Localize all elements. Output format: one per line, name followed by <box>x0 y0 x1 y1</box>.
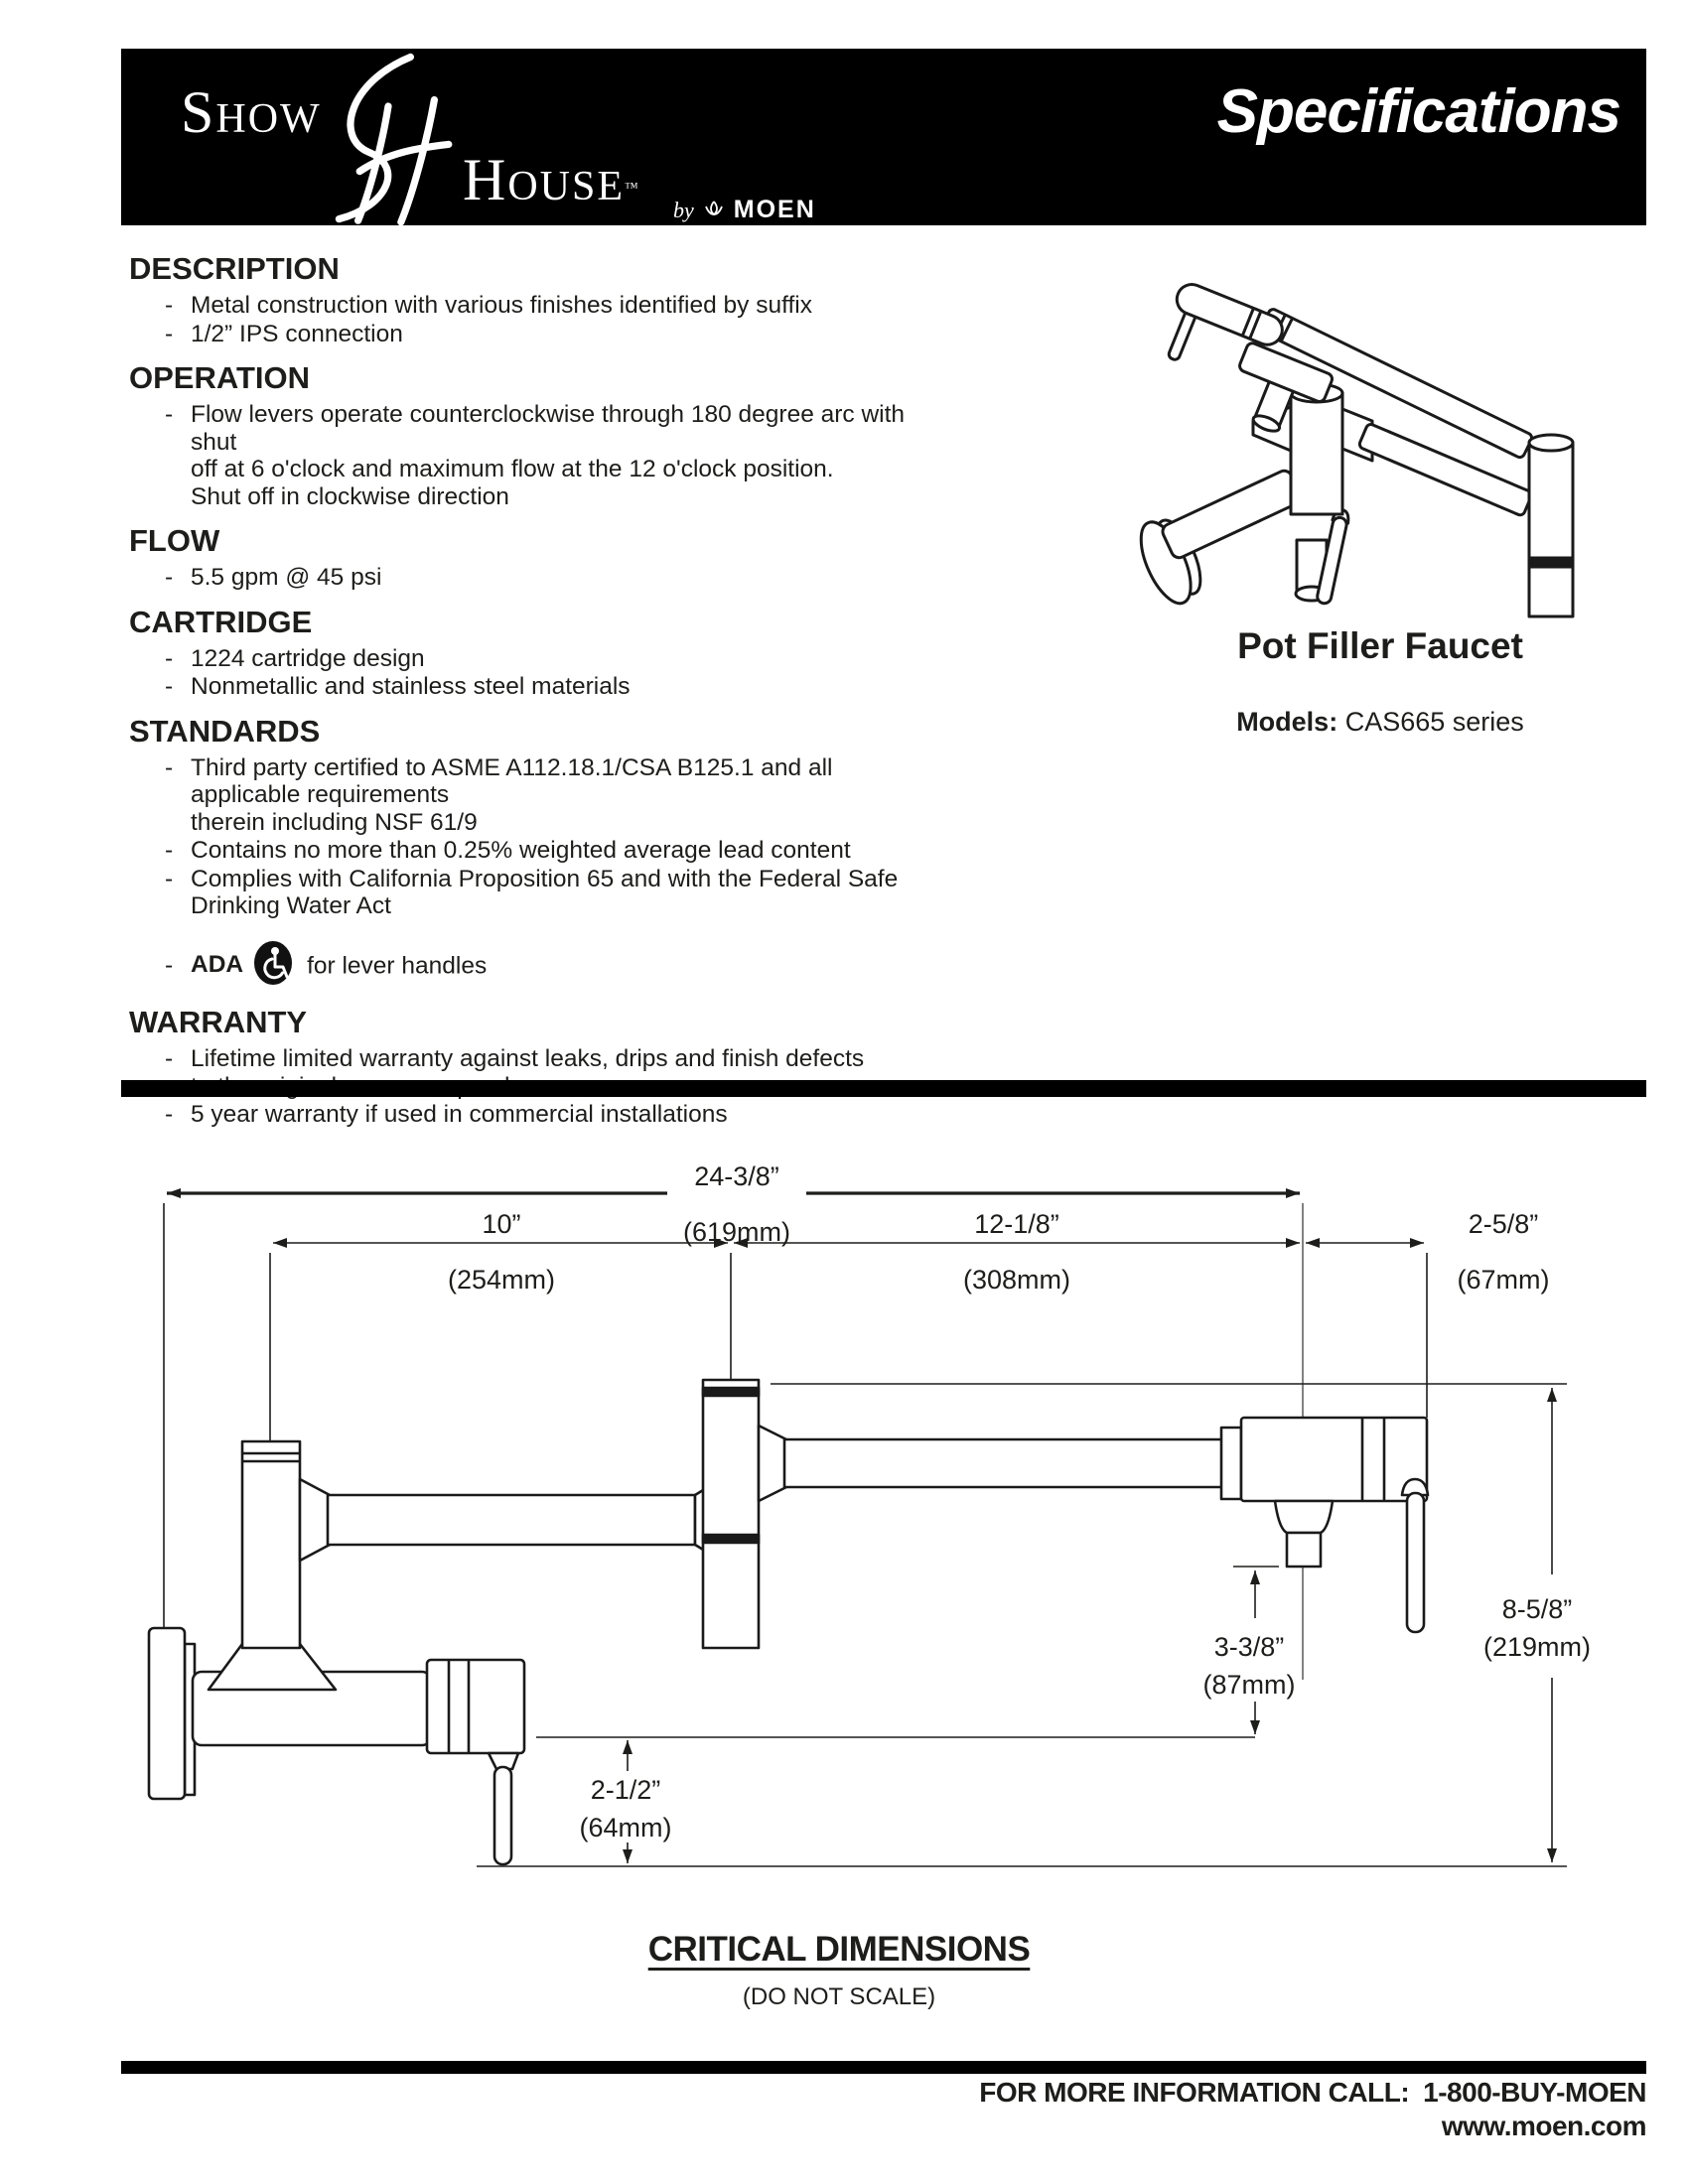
dim-label: 3-3/8” <box>1213 1632 1285 1662</box>
product-models <box>1102 707 1658 738</box>
bullet-dash: - <box>165 952 174 979</box>
bullet-text: Third party certified to ASME A112.18.1/CSA B125.1 and all applicable requirements therein including NSF 61/9 <box>191 753 833 836</box>
footer-website: www.moen.com <box>1441 2111 1646 2141</box>
critical-dimensions-block <box>417 1930 1261 2011</box>
bullet-dash: - <box>165 292 174 319</box>
bullet-dash: - <box>165 865 174 892</box>
showhouse-logo-house: House™ <box>463 147 638 212</box>
faucet-illustration <box>1122 246 1638 643</box>
dim-label: 8-5/8” <box>1501 1594 1573 1624</box>
spec-bullet <box>129 401 923 510</box>
spec-bullet <box>129 645 923 673</box>
dim-label: (67mm) <box>1457 1265 1550 1295</box>
dim-label: (308mm) <box>962 1265 1071 1295</box>
bullet-text: Contains no more than 0.25% weighted average lead content <box>191 837 851 864</box>
bullet-text <box>191 940 487 993</box>
models-value: CAS665 series <box>1344 707 1524 737</box>
page-title: Specifications <box>1216 77 1620 146</box>
bullet-text: Lifetime limited warranty against leaks, drips and finish defects <box>191 1045 865 1072</box>
footer-phone: 1-800-BUY-MOEN <box>1423 2077 1646 2108</box>
dim-label: (87mm) <box>1202 1670 1296 1700</box>
bullet-text: Flow levers operate counterclockwise through 180 degree arc with shut off at 6 o'clock and maximum flow at the 12 o'clock position. Shut off in clockwise direction <box>191 401 906 510</box>
bullet-text: 1/2” IPS connection <box>191 320 403 347</box>
product-name: Pot Filler Faucet <box>1237 625 1523 666</box>
bullet-dash: - <box>165 837 174 864</box>
dim-label: 24-3/8” <box>694 1161 779 1191</box>
bullet-dash: - <box>165 673 174 700</box>
spec-bullet <box>129 564 923 592</box>
header-band <box>121 49 1646 225</box>
section-divider-bar <box>121 1080 1646 1097</box>
ada-text: for lever handles <box>307 952 488 979</box>
bullet-dash: - <box>165 1101 174 1128</box>
showhouse-monogram-icon <box>278 51 467 225</box>
dim-label: 2-5/8” <box>1468 1209 1539 1239</box>
dim-label: 12-1/8” <box>974 1209 1059 1239</box>
section-heading: WARRANTY <box>129 1005 308 1039</box>
bullet-dash: - <box>165 1045 174 1072</box>
bullet-dash: - <box>165 564 174 591</box>
dimension-drawing <box>99 1132 1609 1886</box>
bullet-text: Nonmetallic and stainless steel materials <box>191 673 631 700</box>
spec-bullet <box>129 940 923 993</box>
critical-dimensions-title: CRITICAL DIMENSIONS <box>647 1930 1031 1969</box>
bullet-text: 5 year warranty if used in commercial installations <box>191 1101 728 1128</box>
dim-label: (64mm) <box>579 1813 672 1843</box>
trademark-symbol: ™ <box>625 181 638 196</box>
bullet-text: Metal construction with various finishes identified by suffix <box>191 292 812 319</box>
ada-label: ADA <box>191 951 244 979</box>
models-label: Models: <box>1236 707 1338 737</box>
showhouse-logo-show: Show <box>181 79 322 145</box>
spec-sections <box>129 238 923 1130</box>
spec-bullet <box>129 292 923 320</box>
spec-bullet <box>129 321 923 348</box>
bullet-text: 1224 cartridge design <box>191 644 425 672</box>
section-heading: OPERATION <box>129 360 310 395</box>
spec-bullet <box>129 837 923 865</box>
section-heading: FLOW <box>129 523 220 558</box>
section-heading: STANDARDS <box>129 713 321 749</box>
footer-call-label: FOR MORE INFORMATION CALL: <box>979 2077 1410 2108</box>
bullet-dash: - <box>165 401 174 428</box>
dim-label: 10” <box>482 1209 521 1239</box>
dim-label: (254mm) <box>447 1265 556 1295</box>
section-heading: DESCRIPTION <box>129 251 340 286</box>
dim-label: (619mm) <box>682 1217 791 1247</box>
ada-wheelchair-icon <box>253 940 293 993</box>
spec-bullet <box>129 673 923 701</box>
bullet-text: 5.5 gpm @ 45 psi <box>191 564 382 591</box>
footer-contact <box>121 2077 1646 2109</box>
dim-label: (219mm) <box>1482 1632 1592 1662</box>
do-not-scale-note: (DO NOT SCALE) <box>742 1983 936 2010</box>
bullet-text: Complies with California Proposition 65 and with the Federal Safe Drinking Water Act <box>191 865 899 919</box>
bullet-dash: - <box>165 644 174 672</box>
spec-bullet <box>129 754 923 837</box>
bullet-dash: - <box>165 320 174 347</box>
spec-bullet <box>129 866 923 920</box>
section-heading: CARTRIDGE <box>129 604 313 639</box>
spec-bullet <box>129 1101 923 1129</box>
moen-flower-icon <box>702 199 726 222</box>
by-moen-lockup: by MOEN <box>673 196 816 223</box>
footer-bar <box>121 2061 1646 2074</box>
dim-label: 2-1/2” <box>590 1775 661 1805</box>
bullet-dash: - <box>165 753 174 781</box>
